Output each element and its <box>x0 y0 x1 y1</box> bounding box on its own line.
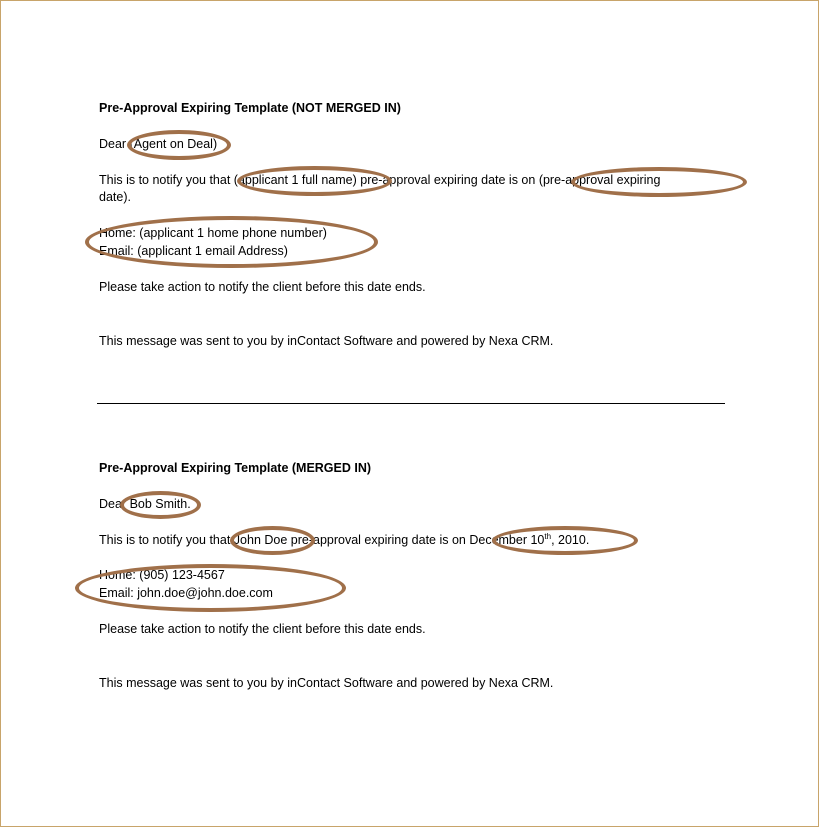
merged-notify-prefix: This is to notify you that John Doe pre-approval expiring date is on December 10 <box>99 533 545 547</box>
unmerged-notify-line2: date). <box>99 190 131 204</box>
merged-home-phone: Home: (905) 123-4567 <box>99 568 225 582</box>
unmerged-home-phone: Home: (applicant 1 home phone number) <box>99 226 327 240</box>
unmerged-greeting: Dear (Agent on Deal) <box>99 137 218 151</box>
section-divider <box>97 403 725 404</box>
merged-action: Please take action to notify the client before this date ends. <box>99 622 426 636</box>
highlight-ring-contact <box>85 216 378 268</box>
unmerged-footer: This message was sent to you by inContact Software and powered by Nexa CRM. <box>99 334 554 348</box>
merged-greeting: Dear Bob Smith. <box>99 497 191 511</box>
merged-email: Email: john.doe@john.doe.com <box>99 586 273 600</box>
unmerged-heading: Pre-Approval Expiring Template (NOT MERGED IN) <box>99 101 401 115</box>
merged-notify-line <box>99 532 589 549</box>
unmerged-action: Please take action to notify the client before this date ends. <box>99 280 426 294</box>
merged-heading: Pre-Approval Expiring Template (MERGED IN) <box>99 461 372 475</box>
merged-footer: This message was sent to you by inContact Software and powered by Nexa CRM. <box>99 676 554 690</box>
merged-notify-sup: th <box>544 531 552 541</box>
unmerged-email: Email: (applicant 1 email Address) <box>99 244 288 258</box>
unmerged-notify-line1: This is to notify you that (applicant 1 full name) pre-approval expiring date is on (pre-approval expiring <box>99 173 661 187</box>
merged-notify-suffix: , 2010. <box>551 533 590 547</box>
